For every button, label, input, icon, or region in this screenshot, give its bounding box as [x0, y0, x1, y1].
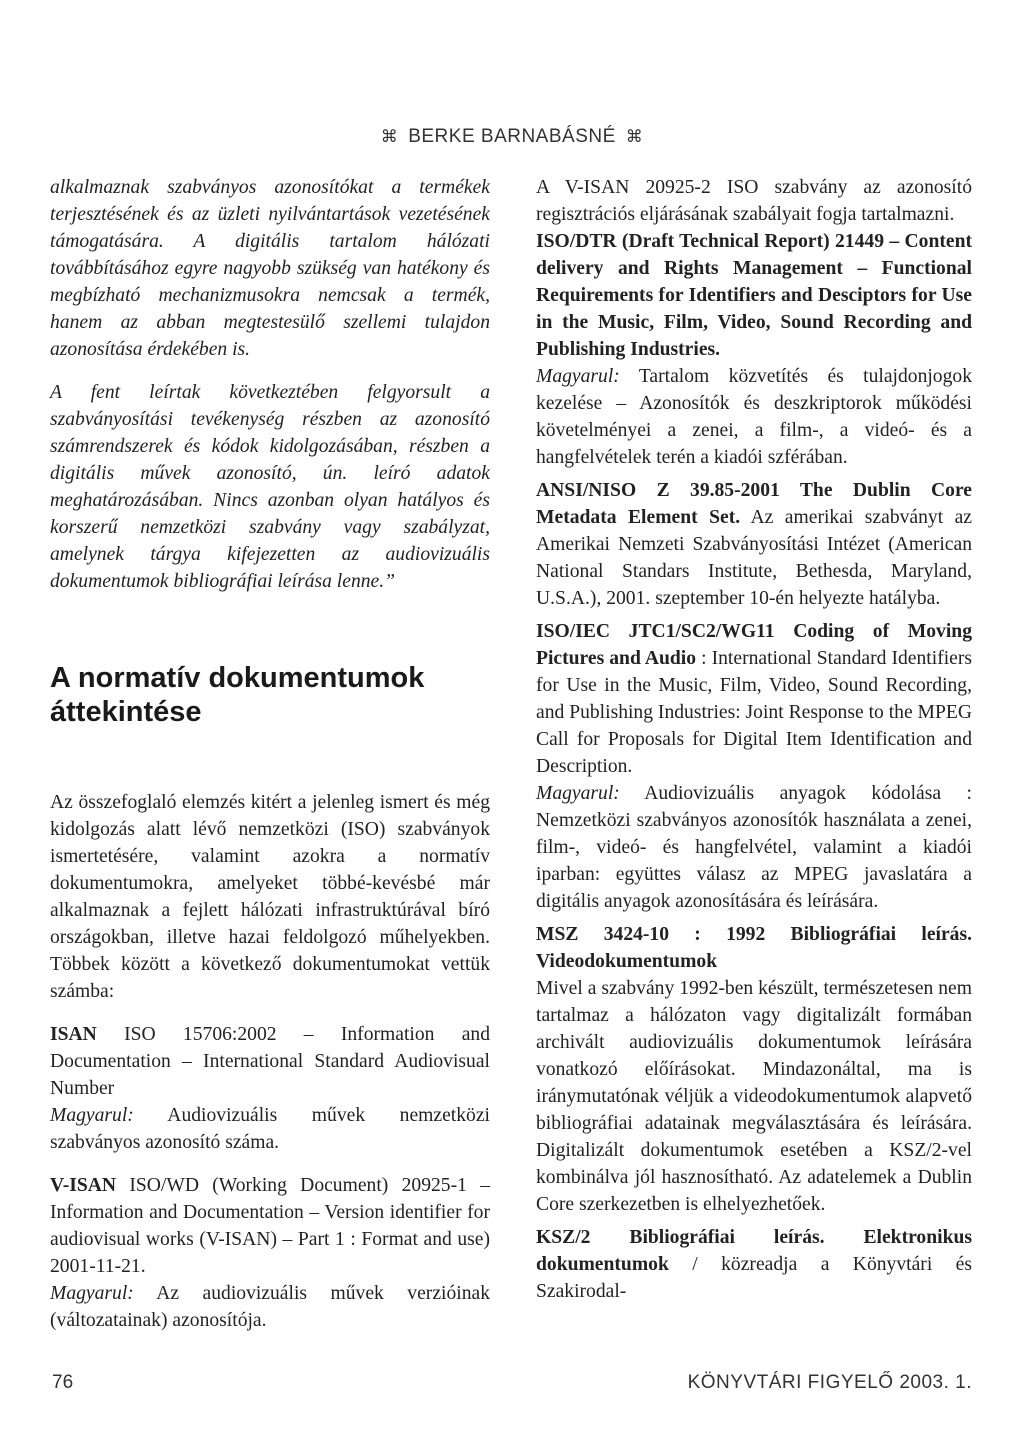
translation-note: [536, 363, 972, 471]
translation-note: [536, 780, 972, 915]
standard-code: ISAN: [50, 1024, 97, 1045]
quote-paragraph: A fent leírtak következtében felgyorsult a szabványosítási tevékenység részben az azonosító számrendszerek és kódok kidolgozásában, részben a digitális művek azonosító, ún. leíró adatok meghatározásában. Nincs azonban olyan hatályos és korszerű nemzetközi szabvány vagy szabályzat, amelynek tárgya kifejezetten az audiovizuális dokumentumok bibliográfiai leírása lenne.”: [50, 382, 490, 592]
translation-text: Audiovizuális anyagok kódolása : Nemzetközi szabványos azonosítók használata a zenei, film-, videó- és hangfelvétel, valamint a kiadói iparban: együttes válasz az MPEG javaslatára a digitális anyagok azonosítására és leírására.: [536, 783, 972, 912]
left-column: [50, 174, 490, 1334]
standard-title: ISO/IEC JTC1/SC2/WG11 Coding of Moving Pictures and Audio: [536, 621, 972, 669]
standard-entry-dtr: [536, 228, 972, 363]
standard-entry-iec: [536, 618, 972, 780]
standard-title: ISO/DTR (Draft Technical Report) 21449 – Content delivery and Rights Management – Functional Requirements for Identifiers and Desciptors for Use in the Music, Film, Video, Sound Recording and Publishing Industries.: [536, 231, 972, 360]
translation-label: Magyarul:: [50, 1105, 134, 1126]
quote-paragraph: alkalmaznak szabványos azonosítókat a termékek terjesztésének és az üzleti nyilvántartások vezetésének támogatására. A digitális tartalom hálózati továbbításához egyre nagyobb szükség van hatékony és megbízható mechanizmusokra nemcsak a termék, hanem az abban megtestesülő szellemi tulajdon azonosítása érdekében is.: [50, 177, 490, 360]
standard-entry-ksz: [536, 1224, 972, 1305]
standard-title: ANSI/NISO Z 39.85-2001 The Dublin Core Metadata Element Set.: [536, 480, 972, 528]
translation-note: [50, 1280, 490, 1334]
standard-entry-isan: [50, 1021, 490, 1102]
standard-title: KSZ/2 Bibliográfiai leírás. Elektronikus dokumentumok: [536, 1227, 972, 1275]
standard-title: ISO 15706:2002 – Information and Documentation – International Standard Audiovisual Number: [50, 1024, 490, 1099]
ornament-icon: ⌘: [380, 127, 399, 146]
running-head: [0, 126, 1024, 148]
standard-description: : International Standard Identifiers for Use in the Music, Film, Video, Sound Recording, and Publishing Industries: Joint Response to the MPEG Call for Proposals for Digital Item Identification and Description.: [536, 648, 973, 777]
standard-code: V-ISAN: [50, 1175, 117, 1196]
standard-entry-visan: [50, 1172, 490, 1280]
right-column: [536, 174, 972, 1305]
translation-text: Tartalom közvetítés és tulajdonjogok kezelése – Azonosítók és deszkriptorok működési követelményei a zenei, a film-, a videó- és a hangfelvételek terén a kiadói szférában.: [536, 366, 972, 468]
standard-title: ISO/WD (Working Document) 20925-1 – Information and Documentation – Version identifier for audiovisual works (V-ISAN) – Part 1 : Format and use) 2001-11-21.: [50, 1175, 490, 1277]
translation-text: Az audiovizuális művek verzióinak (változatainak) azonosítója.: [50, 1283, 490, 1331]
section-heading: A normatív dokumentumok áttekintése: [50, 662, 425, 728]
running-head-author: BERKE BARNABÁSNÉ: [408, 126, 616, 147]
standard-entry-ansi: [536, 477, 972, 612]
standard-entry-msz: [536, 921, 972, 975]
translation-label: Magyarul:: [50, 1283, 134, 1304]
body-paragraph: Mivel a szabvány 1992-ben készült, természetesen nem tartalmaz a hálózaton vagy digitalizált formában archivált audiovizuális dokumentumok leírására vonatkozó előírásokat. Mindazonáltal, ma is iránymutatónak véljük a videodokumentumok alapvető bibliográfiai adatainak megválasztására és leírására. Digitalizált dokumentumok esetében a KSZ/2-vel kombinálva jól hasznosítható. Az adatelemek a Dublin Core szerkezetben is elhelyezhetőek.: [536, 978, 972, 1215]
standard-description: / közreadja a Könyvtári és Szakirodal-: [536, 1254, 972, 1302]
translation-label: Magyarul:: [536, 366, 620, 387]
body-paragraph: A V-ISAN 20925-2 ISO szabvány az azonosító regisztrációs eljárásának szabályait fogja tartalmazni.: [536, 177, 972, 225]
ornament-icon: ⌘: [625, 127, 644, 146]
translation-label: Magyarul:: [536, 783, 620, 804]
page-number: 76: [52, 1372, 74, 1393]
body-paragraph: Az összefoglaló elemzés kitért a jelenleg ismert és még kidolgozás alatt lévő nemzetközi (ISO) szabványok ismertetésére, valamint azokra a normatív dokumentumokra, amelyeket többé-kevésbé már alkalmaznak a fejlett hálózati infrastruktúrával bíró országokban, illetve hazai feldolgozó műhelyekben. Többek között a következő dokumentumokat vettük számba:: [50, 792, 490, 1002]
standard-title: MSZ 3424-10 : 1992 Bibliográfiai leírás. Videodokumentumok: [536, 924, 972, 972]
journal-footer: KÖNYVTÁRI FIGYELŐ 2003. 1.: [687, 1372, 972, 1393]
translation-text: Audiovizuális művek nemzetközi szabványos azonosító száma.: [50, 1105, 490, 1153]
translation-note: [50, 1102, 490, 1156]
standard-description: Az amerikai szabványt az Amerikai Nemzeti Szabványosítási Intézet (American National Standars Institute, Bethesda, Maryland, U.S.A.), 2001. szeptember 10-én helyezte hatályba.: [536, 507, 973, 609]
